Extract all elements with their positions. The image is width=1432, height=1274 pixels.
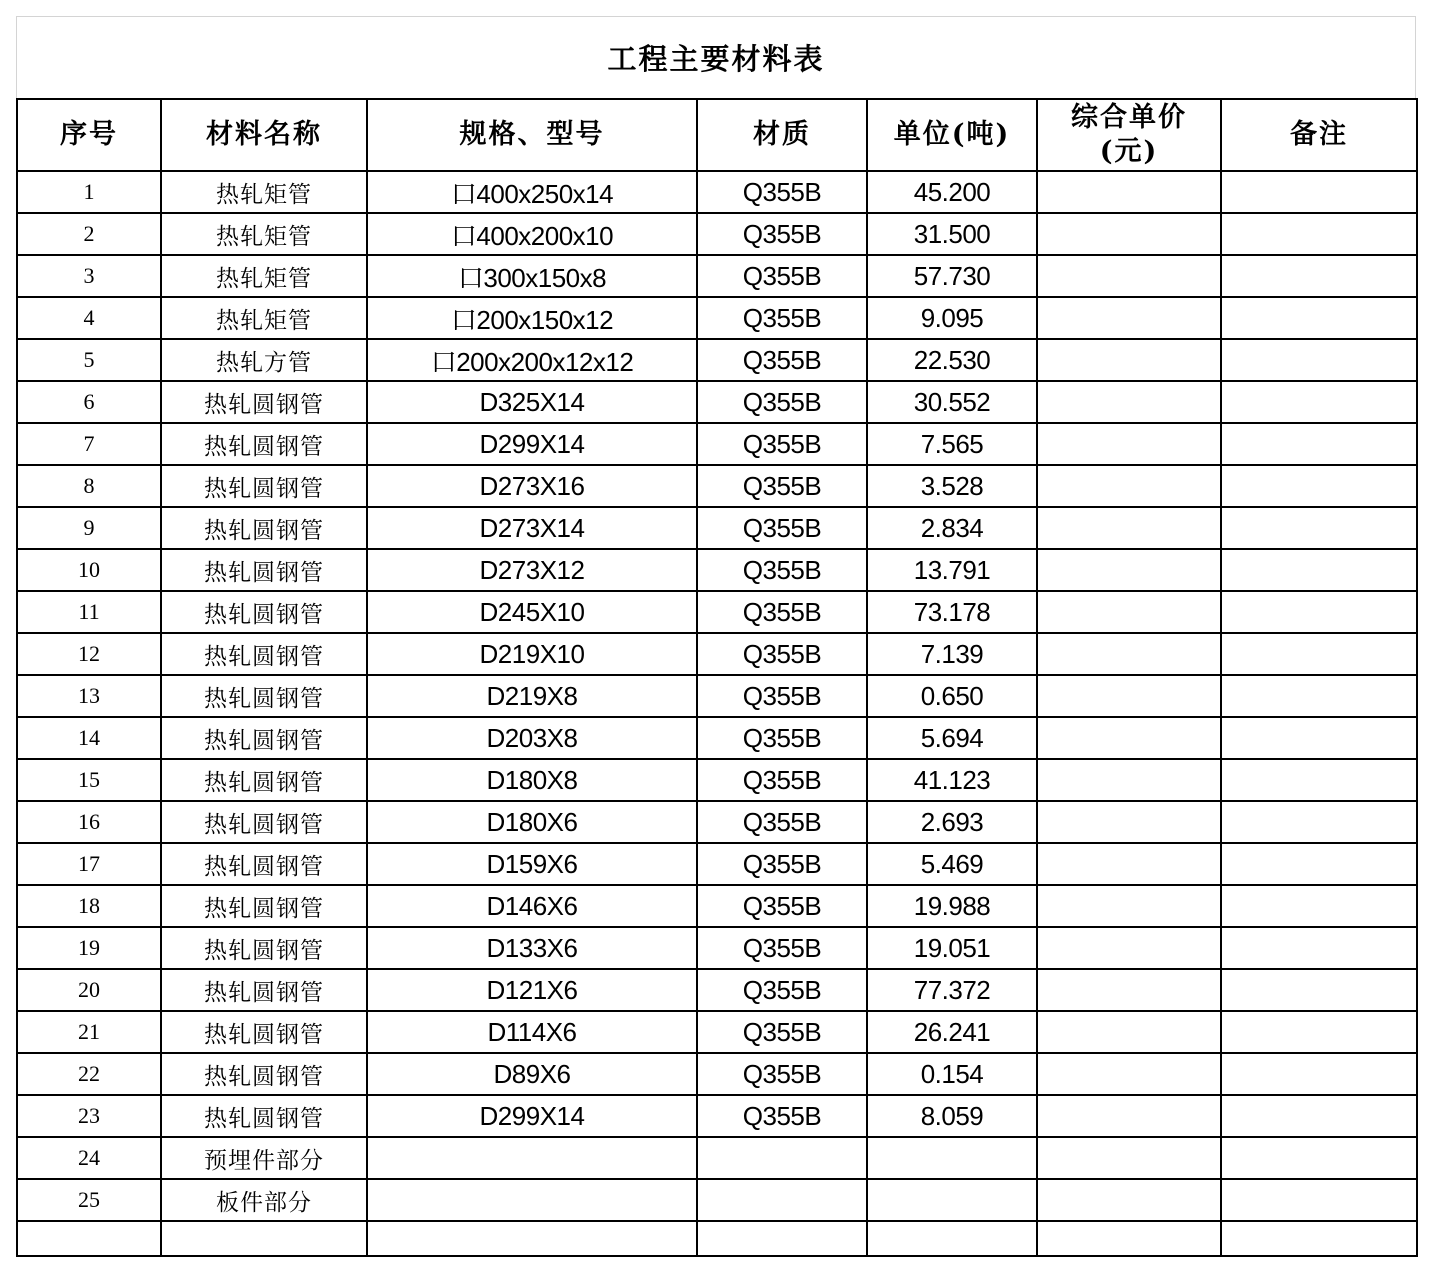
cell-spec: D219X8 — [367, 675, 697, 717]
cell-remark — [1221, 507, 1417, 549]
cell-material-grade: Q355B — [697, 675, 867, 717]
table-row — [17, 549, 1417, 591]
cell-quantity: 7.139 — [867, 633, 1037, 675]
cell-material-grade: Q355B — [697, 1095, 867, 1137]
cell-material-grade: Q355B — [697, 423, 867, 465]
cell-quantity: 19.988 — [867, 885, 1037, 927]
cell-material-name: 热轧矩管 — [161, 171, 367, 213]
table-row — [17, 339, 1417, 381]
cell-material-name: 热轧圆钢管 — [161, 591, 367, 633]
table-row — [17, 927, 1417, 969]
cell-spec: D299X14 — [367, 1095, 697, 1137]
cell-empty — [1037, 1221, 1221, 1256]
cell-remark — [1221, 1137, 1417, 1179]
cell-material-name: 热轧圆钢管 — [161, 381, 367, 423]
cell-material-grade: Q355B — [697, 927, 867, 969]
table-row — [17, 1095, 1417, 1137]
header-unit-price — [1037, 99, 1221, 171]
cell-quantity: 41.123 — [867, 759, 1037, 801]
table-row — [17, 465, 1417, 507]
cell-quantity — [867, 1137, 1037, 1179]
cell-material-name: 热轧圆钢管 — [161, 717, 367, 759]
table-row — [17, 801, 1417, 843]
cell-seq: 18 — [17, 885, 161, 927]
cell-remark — [1221, 339, 1417, 381]
table-row — [17, 381, 1417, 423]
cell-spec: D114X6 — [367, 1011, 697, 1053]
table-row — [17, 297, 1417, 339]
cell-seq: 22 — [17, 1053, 161, 1095]
cell-seq: 13 — [17, 675, 161, 717]
cell-seq: 2 — [17, 213, 161, 255]
cell-seq: 23 — [17, 1095, 161, 1137]
cell-seq: 25 — [17, 1179, 161, 1221]
cell-remark — [1221, 759, 1417, 801]
header-spec: 规格、型号 — [367, 99, 697, 171]
cell-seq: 8 — [17, 465, 161, 507]
cell-material-name: 热轧矩管 — [161, 255, 367, 297]
cell-material-name: 热轧圆钢管 — [161, 633, 367, 675]
cell-seq: 17 — [17, 843, 161, 885]
cell-remark — [1221, 717, 1417, 759]
table-row — [17, 171, 1417, 213]
cell-spec: 口300x150x8 — [367, 255, 697, 297]
materials-table — [16, 98, 1418, 1257]
cell-unit-price — [1037, 591, 1221, 633]
cell-remark — [1221, 885, 1417, 927]
cell-spec — [367, 1179, 697, 1221]
header-seq: 序号 — [17, 99, 161, 171]
cell-spec: D219X10 — [367, 633, 697, 675]
cell-quantity: 9.095 — [867, 297, 1037, 339]
cell-unit-price — [1037, 549, 1221, 591]
table-row — [17, 591, 1417, 633]
cell-unit-price — [1037, 339, 1221, 381]
cell-remark — [1221, 381, 1417, 423]
table-row — [17, 633, 1417, 675]
cell-unit-price — [1037, 297, 1221, 339]
header-remark: 备注 — [1221, 99, 1417, 171]
cell-spec: D325X14 — [367, 381, 697, 423]
cell-seq: 19 — [17, 927, 161, 969]
table-row — [17, 1137, 1417, 1179]
cell-material-grade: Q355B — [697, 633, 867, 675]
cell-material-name: 热轧圆钢管 — [161, 801, 367, 843]
cell-spec: D180X6 — [367, 801, 697, 843]
cell-spec — [367, 1137, 697, 1179]
cell-seq: 1 — [17, 171, 161, 213]
cell-material-grade: Q355B — [697, 1053, 867, 1095]
cell-remark — [1221, 465, 1417, 507]
table-title: 工程主要材料表 — [16, 16, 1416, 98]
cell-unit-price — [1037, 1095, 1221, 1137]
cell-spec: 口400x250x14 — [367, 171, 697, 213]
cell-material-grade — [697, 1179, 867, 1221]
cell-spec: 口200x150x12 — [367, 297, 697, 339]
cell-spec: 口200x200x12x12 — [367, 339, 697, 381]
table-row — [17, 507, 1417, 549]
cell-spec: D273X12 — [367, 549, 697, 591]
cell-remark — [1221, 171, 1417, 213]
cell-material-grade: Q355B — [697, 171, 867, 213]
cell-material-grade: Q355B — [697, 465, 867, 507]
cell-quantity: 5.694 — [867, 717, 1037, 759]
cell-remark — [1221, 549, 1417, 591]
cell-spec: D180X8 — [367, 759, 697, 801]
cell-material-name: 热轧圆钢管 — [161, 927, 367, 969]
cell-spec: D299X14 — [367, 423, 697, 465]
cell-material-grade: Q355B — [697, 1011, 867, 1053]
cell-material-name: 热轧圆钢管 — [161, 507, 367, 549]
cell-quantity: 13.791 — [867, 549, 1037, 591]
cell-remark — [1221, 1095, 1417, 1137]
cell-unit-price — [1037, 885, 1221, 927]
cell-material-name: 热轧圆钢管 — [161, 969, 367, 1011]
cell-material-grade: Q355B — [697, 213, 867, 255]
cell-quantity: 26.241 — [867, 1011, 1037, 1053]
cell-remark — [1221, 633, 1417, 675]
materials-sheet — [16, 16, 1416, 1257]
cell-spec: D146X6 — [367, 885, 697, 927]
table-row — [17, 423, 1417, 465]
cell-quantity: 2.693 — [867, 801, 1037, 843]
cell-remark — [1221, 1179, 1417, 1221]
cell-remark — [1221, 213, 1417, 255]
cell-remark — [1221, 675, 1417, 717]
cell-quantity: 3.528 — [867, 465, 1037, 507]
cell-unit-price — [1037, 423, 1221, 465]
cell-remark — [1221, 843, 1417, 885]
header-material-grade: 材质 — [697, 99, 867, 171]
cell-unit-price — [1037, 969, 1221, 1011]
cell-unit-price — [1037, 801, 1221, 843]
cell-seq: 21 — [17, 1011, 161, 1053]
table-row — [17, 885, 1417, 927]
cell-unit-price — [1037, 381, 1221, 423]
cell-quantity: 8.059 — [867, 1095, 1037, 1137]
cell-unit-price — [1037, 717, 1221, 759]
cell-seq: 7 — [17, 423, 161, 465]
cell-remark — [1221, 1011, 1417, 1053]
cell-spec: D159X6 — [367, 843, 697, 885]
cell-material-name: 热轧圆钢管 — [161, 843, 367, 885]
cell-material-grade: Q355B — [697, 381, 867, 423]
cell-spec: D273X14 — [367, 507, 697, 549]
cell-material-name: 热轧圆钢管 — [161, 423, 367, 465]
cell-empty — [367, 1221, 697, 1256]
cell-spec: D121X6 — [367, 969, 697, 1011]
cell-unit-price — [1037, 1053, 1221, 1095]
table-row — [17, 1053, 1417, 1095]
cell-material-name: 热轧圆钢管 — [161, 1095, 367, 1137]
cell-seq: 4 — [17, 297, 161, 339]
cell-material-name: 热轧圆钢管 — [161, 885, 367, 927]
cell-material-grade: Q355B — [697, 339, 867, 381]
cell-empty — [697, 1221, 867, 1256]
cell-material-name: 热轧方管 — [161, 339, 367, 381]
cell-spec: D203X8 — [367, 717, 697, 759]
header-unit-price-line1: 综合单价 — [1071, 102, 1187, 133]
cell-remark — [1221, 591, 1417, 633]
cell-material-name: 热轧圆钢管 — [161, 675, 367, 717]
cell-seq: 12 — [17, 633, 161, 675]
cell-unit-price — [1037, 927, 1221, 969]
cell-material-grade: Q355B — [697, 507, 867, 549]
cell-unit-price — [1037, 843, 1221, 885]
cell-quantity: 22.530 — [867, 339, 1037, 381]
cell-material-grade: Q355B — [697, 843, 867, 885]
cell-material-grade: Q355B — [697, 969, 867, 1011]
cell-material-grade: Q355B — [697, 717, 867, 759]
header-unit: 单位(吨) — [867, 99, 1037, 171]
cell-empty — [17, 1221, 161, 1256]
cell-material-grade — [697, 1137, 867, 1179]
cell-unit-price — [1037, 1179, 1221, 1221]
cell-spec: D245X10 — [367, 591, 697, 633]
cell-material-grade: Q355B — [697, 759, 867, 801]
cell-quantity: 31.500 — [867, 213, 1037, 255]
cell-material-grade: Q355B — [697, 801, 867, 843]
cell-quantity: 19.051 — [867, 927, 1037, 969]
header-material-name: 材料名称 — [161, 99, 367, 171]
cell-unit-price — [1037, 171, 1221, 213]
cell-quantity: 0.650 — [867, 675, 1037, 717]
cell-seq: 11 — [17, 591, 161, 633]
header-unit-price-line2: (元) — [1099, 136, 1159, 167]
cell-material-grade: Q355B — [697, 549, 867, 591]
cell-spec: D133X6 — [367, 927, 697, 969]
cell-material-name: 预埋件部分 — [161, 1137, 367, 1179]
table-row — [17, 1011, 1417, 1053]
cell-spec: D273X16 — [367, 465, 697, 507]
cell-remark — [1221, 255, 1417, 297]
table-row — [17, 843, 1417, 885]
cell-material-name: 热轧圆钢管 — [161, 759, 367, 801]
cell-quantity: 2.834 — [867, 507, 1037, 549]
cell-empty — [1221, 1221, 1417, 1256]
cell-remark — [1221, 423, 1417, 465]
cell-unit-price — [1037, 1011, 1221, 1053]
table-body — [17, 171, 1417, 1256]
cell-unit-price — [1037, 633, 1221, 675]
header-row — [17, 99, 1417, 171]
cell-quantity: 0.154 — [867, 1053, 1037, 1095]
cell-unit-price — [1037, 759, 1221, 801]
cell-quantity: 73.178 — [867, 591, 1037, 633]
table-row — [17, 759, 1417, 801]
cell-remark — [1221, 1053, 1417, 1095]
cell-seq: 14 — [17, 717, 161, 759]
cell-unit-price — [1037, 255, 1221, 297]
table-row — [17, 255, 1417, 297]
table-row — [17, 1179, 1417, 1221]
cell-material-grade: Q355B — [697, 297, 867, 339]
table-row — [17, 717, 1417, 759]
cell-remark — [1221, 297, 1417, 339]
cell-material-name: 热轧圆钢管 — [161, 1011, 367, 1053]
cell-remark — [1221, 801, 1417, 843]
cell-quantity: 5.469 — [867, 843, 1037, 885]
cell-material-name: 热轧圆钢管 — [161, 1053, 367, 1095]
cell-quantity: 7.565 — [867, 423, 1037, 465]
cell-quantity — [867, 1179, 1037, 1221]
cell-quantity: 57.730 — [867, 255, 1037, 297]
cell-spec: 口400x200x10 — [367, 213, 697, 255]
table-row — [17, 675, 1417, 717]
cell-material-name: 热轧圆钢管 — [161, 549, 367, 591]
cell-unit-price — [1037, 213, 1221, 255]
cell-seq: 10 — [17, 549, 161, 591]
table-row — [17, 213, 1417, 255]
cell-quantity: 30.552 — [867, 381, 1037, 423]
cell-unit-price — [1037, 507, 1221, 549]
cell-empty — [867, 1221, 1037, 1256]
cell-material-grade: Q355B — [697, 591, 867, 633]
cell-seq: 20 — [17, 969, 161, 1011]
cell-seq: 15 — [17, 759, 161, 801]
cell-quantity: 45.200 — [867, 171, 1037, 213]
cell-material-name: 热轧矩管 — [161, 213, 367, 255]
cell-remark — [1221, 927, 1417, 969]
cell-seq: 9 — [17, 507, 161, 549]
cell-seq: 6 — [17, 381, 161, 423]
cell-unit-price — [1037, 465, 1221, 507]
table-row — [17, 969, 1417, 1011]
cell-unit-price — [1037, 675, 1221, 717]
cell-spec: D89X6 — [367, 1053, 697, 1095]
cell-seq: 24 — [17, 1137, 161, 1179]
cell-material-grade: Q355B — [697, 885, 867, 927]
cell-seq: 5 — [17, 339, 161, 381]
cell-unit-price — [1037, 1137, 1221, 1179]
cell-seq: 3 — [17, 255, 161, 297]
cell-material-name: 热轧圆钢管 — [161, 465, 367, 507]
cell-remark — [1221, 969, 1417, 1011]
cell-material-grade: Q355B — [697, 255, 867, 297]
cell-material-name: 热轧矩管 — [161, 297, 367, 339]
cell-quantity: 77.372 — [867, 969, 1037, 1011]
cell-seq: 16 — [17, 801, 161, 843]
cell-empty — [161, 1221, 367, 1256]
cell-material-name: 板件部分 — [161, 1179, 367, 1221]
table-row-empty — [17, 1221, 1417, 1256]
